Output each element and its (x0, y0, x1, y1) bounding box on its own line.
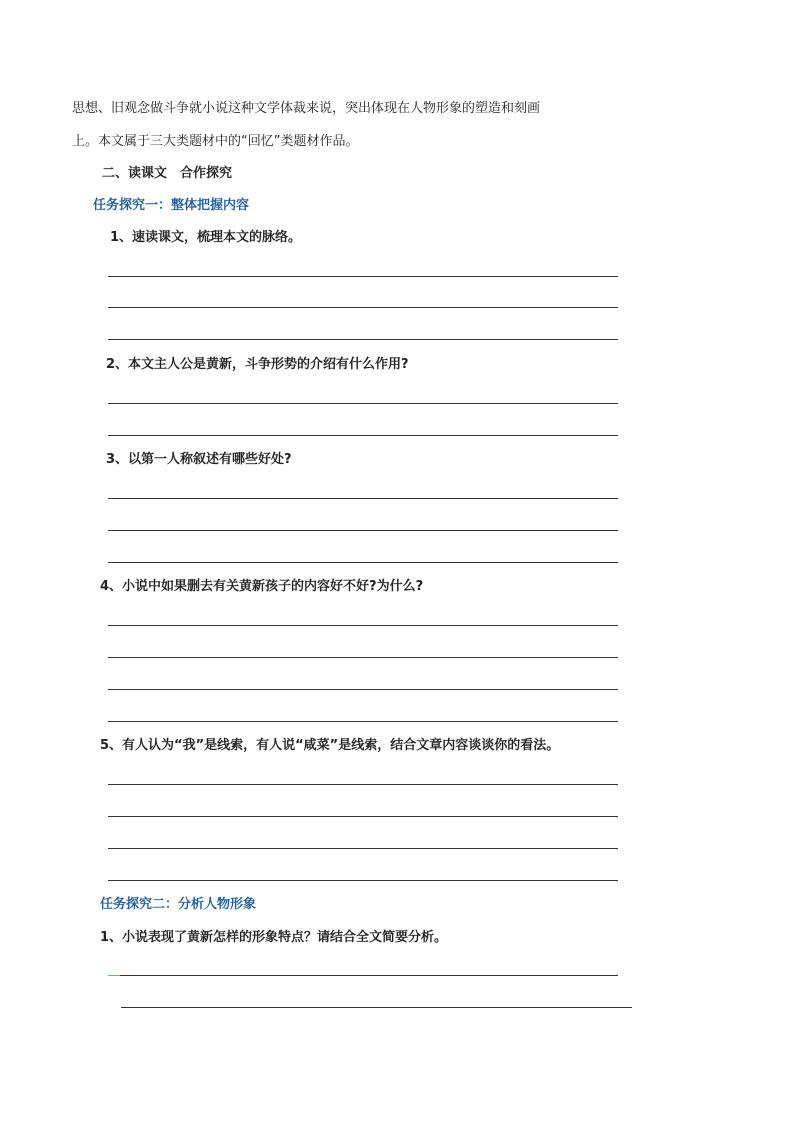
answer-line[interactable] (108, 562, 618, 563)
answer-line[interactable] (121, 1007, 632, 1008)
task1-heading: 任务探究一：整体把握内容 (93, 198, 250, 213)
answer-line[interactable] (108, 498, 618, 499)
question-2: 2、本文主人公是黄新，斗争形势的介绍有什么作用? (106, 357, 409, 372)
intro-line-2: 上。本文属于三大类题材中的“回忆”类题材作品。 (72, 134, 359, 149)
question-1: 1、速读课文，梳理本文的脉络。 (110, 230, 302, 245)
answer-line[interactable] (108, 307, 618, 308)
answer-line[interactable] (108, 848, 618, 849)
answer-line[interactable] (108, 784, 618, 785)
answer-line[interactable] (108, 689, 618, 690)
question-3: 3、以第一人称叙述有哪些好处? (106, 452, 292, 467)
cursor-mark (108, 975, 120, 976)
answer-line[interactable] (108, 276, 618, 277)
section-heading: 二、读课文 合作探究 (102, 166, 233, 181)
task2-heading: 任务探究二：分析人物形象 (100, 897, 257, 912)
answer-line[interactable] (108, 721, 618, 722)
intro-line-1: 思想、旧观念做斗争就小说这种文学体裁来说，突出体现在人物形象的塑造和刻画 (72, 101, 541, 116)
answer-line[interactable] (108, 657, 618, 658)
answer-line[interactable] (108, 435, 618, 436)
answer-line[interactable] (120, 975, 618, 976)
answer-line[interactable] (108, 816, 618, 817)
answer-line[interactable] (108, 403, 618, 404)
question-4: 4、小说中如果删去有关黄新孩子的内容好不好?为什么? (100, 579, 424, 594)
question-5: 5、有人认为“我”是线索，有人说“咸菜”是线索，结合文章内容谈谈你的看法。 (100, 738, 560, 753)
task2-question-1: 1、小说表现了黄新怎样的形象特点？请结合全文简要分析。 (100, 930, 448, 945)
answer-line[interactable] (108, 339, 618, 340)
answer-line[interactable] (108, 625, 618, 626)
answer-line[interactable] (108, 880, 618, 881)
answer-line[interactable] (108, 530, 618, 531)
